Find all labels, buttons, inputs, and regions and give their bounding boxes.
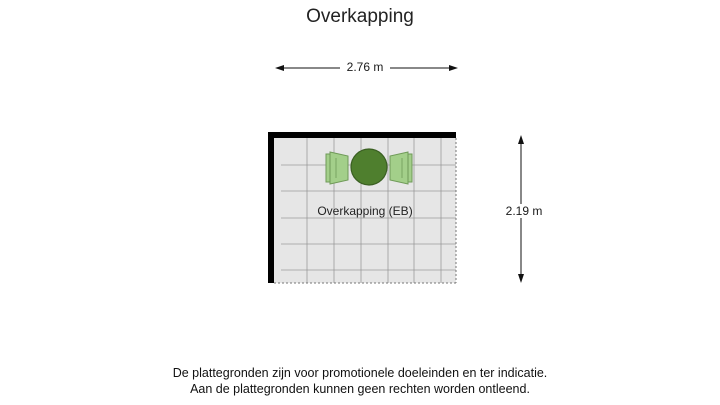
height-dimension-label: 2.19 m bbox=[500, 204, 548, 218]
disclaimer-line-1: De plattegronden zijn voor promotionele doeleinden en ter indicatie. bbox=[172, 366, 548, 380]
wall-top bbox=[268, 132, 456, 138]
round-table-icon bbox=[351, 149, 387, 185]
disclaimer bbox=[0, 365, 720, 397]
chair-right-icon bbox=[390, 152, 412, 184]
page-title: Overkapping bbox=[306, 6, 414, 27]
chair-left-icon bbox=[326, 152, 348, 184]
disclaimer-line-2: Aan de plattegronden kunnen geen rechten worden ontleend. bbox=[190, 382, 530, 396]
width-dimension-label: 2.76 m bbox=[340, 60, 390, 74]
room-label: Overkapping (EB) bbox=[317, 204, 413, 218]
wall-left bbox=[268, 132, 274, 283]
